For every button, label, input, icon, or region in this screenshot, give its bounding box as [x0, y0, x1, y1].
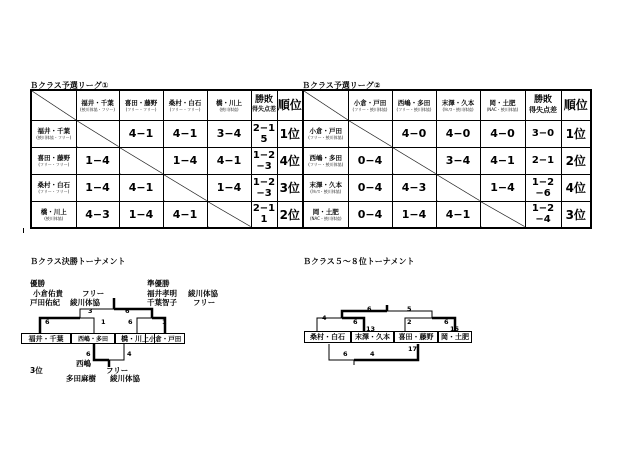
- col-header: 末澤・久本 (ﾀｶﾉｽ・綾川体協): [436, 90, 480, 120]
- winner-player-2: 戸田佑紀: [30, 298, 60, 307]
- placement-score: 6: [343, 350, 348, 358]
- placement-score: 6: [444, 318, 449, 326]
- rank-cell: 1位: [561, 120, 591, 147]
- record-cell: 2−1 5: [251, 120, 277, 147]
- row-header: 末澤・久本 (ﾀｶﾉｽ・綾川体協): [303, 174, 348, 201]
- third-player-1-team: フリー: [106, 366, 129, 375]
- rank-cell: 4位: [561, 174, 591, 201]
- placement-score: 15: [450, 325, 460, 333]
- placement-team-box: 岡・土肥: [438, 331, 472, 343]
- record-cell: 1−2 −6: [525, 174, 561, 201]
- score-cell: 4−1: [163, 120, 207, 147]
- runnerup-player-2: 千葉智子: [147, 298, 177, 307]
- placement-score: 5: [407, 305, 412, 313]
- winner-label: 優勝: [30, 279, 45, 288]
- rank-cell: 2位: [277, 201, 303, 228]
- placement-score: 17: [408, 345, 418, 353]
- rank-cell: 3位: [277, 174, 303, 201]
- score-cell: 4−1: [436, 201, 480, 228]
- score-cell: 4−1: [480, 147, 525, 174]
- finals-score: 1: [162, 318, 167, 326]
- placement-team-box: 末澤・久本: [351, 331, 394, 343]
- winner-player-1-team: フリー: [82, 289, 105, 298]
- score-cell: 0−4: [348, 201, 392, 228]
- row-header: 橋・川上 (綾川体協): [31, 201, 76, 228]
- placement-score: 6: [367, 305, 372, 313]
- finals-team-box: 西嶋・多田: [71, 333, 115, 344]
- record-cell: 1−2 −3: [251, 174, 277, 201]
- score-cell: 4−1: [119, 174, 163, 201]
- rank-cell: 4位: [277, 147, 303, 174]
- winner-player-2-team: 綾川体協: [70, 298, 100, 307]
- placement-score: 4: [322, 314, 327, 322]
- finals-score: 6: [45, 318, 50, 326]
- placement-score: 4: [370, 350, 375, 358]
- rank-cell: 3位: [561, 201, 591, 228]
- third-player-2-team: 綾川体協: [110, 374, 140, 383]
- finals-score: 6: [125, 307, 130, 315]
- rank-cell: 1位: [277, 120, 303, 147]
- runnerup-label: 準優勝: [147, 279, 170, 288]
- league1-title: Ｂクラス予選リーグ①: [30, 81, 109, 90]
- score-cell: 4−1: [163, 201, 207, 228]
- record-cell: 1−2 −4: [525, 201, 561, 228]
- col-header: 小倉・戸田 (フリー・綾川体協): [348, 90, 392, 120]
- runnerup-player-1-team: 綾川体協: [188, 289, 218, 298]
- score-cell: 4−0: [392, 120, 436, 147]
- row-header: 小倉・戸田 (フリー・綾川体協): [303, 120, 348, 147]
- runnerup-player-2-team: フリー: [193, 298, 216, 307]
- score-cell: 1−4: [119, 201, 163, 228]
- placement-team-box: 喜田・藤野: [394, 331, 438, 343]
- col-header: 橋・川上 (綾川体協): [207, 90, 251, 120]
- score-cell: 4−1: [119, 120, 163, 147]
- winner-player-1: 小倉佑貴: [33, 289, 63, 298]
- score-cell: 4−1: [207, 147, 251, 174]
- col-header: 岡・土肥 (NAC・綾川体協): [480, 90, 525, 120]
- placement-title: Ｂクラス５～８位トーナメント: [303, 257, 415, 266]
- score-cell: 1−4: [480, 174, 525, 201]
- third-player-2: 多田麻樹: [66, 374, 96, 383]
- rank-cell: 2位: [561, 147, 591, 174]
- col-header: 喜田・藤野 (フリー・フリー): [119, 90, 163, 120]
- rank-header: 順位: [561, 90, 591, 120]
- rank-header: 順位: [277, 90, 303, 120]
- placement-team-box: 桑村・白石: [304, 331, 351, 343]
- row-header: 福井・千葉 (綾川体協・フリー): [31, 120, 76, 147]
- finals-score: 6: [128, 318, 133, 326]
- finals-team-box: 福井・千葉: [21, 333, 71, 344]
- record-cell: 2−1 1: [251, 201, 277, 228]
- finals-score: 1: [101, 318, 106, 326]
- row-header: 喜田・藤野 (フリー・フリー): [31, 147, 76, 174]
- record-header: 勝敗 得失点差: [251, 90, 277, 120]
- score-cell: 0−4: [348, 174, 392, 201]
- runnerup-player-1: 福井孝明: [147, 289, 177, 298]
- score-cell: 3−4: [436, 147, 480, 174]
- finals-score: 6: [86, 350, 91, 358]
- record-cell: 3−0: [525, 120, 561, 147]
- score-cell: 1−4: [392, 201, 436, 228]
- col-header: 西嶋・多田 (フリー・綾川体協): [392, 90, 436, 120]
- score-cell: 0−4: [348, 147, 392, 174]
- score-cell: 1−4: [76, 147, 119, 174]
- score-cell: 4−3: [76, 201, 119, 228]
- score-cell: 3−4: [207, 120, 251, 147]
- score-cell: 1−4: [76, 174, 119, 201]
- record-cell: 1−2 −3: [251, 147, 277, 174]
- record-header: 勝敗 得失点差: [525, 90, 561, 120]
- third-label: 3位: [30, 366, 43, 375]
- league2-title: Ｂクラス予選リーグ②: [302, 81, 381, 90]
- score-cell: 4−3: [392, 174, 436, 201]
- placement-score: 2: [407, 318, 412, 326]
- third-player-1: 西嶋: [76, 359, 91, 368]
- placement-score: 13: [366, 325, 376, 333]
- finals-score: 4: [127, 350, 132, 358]
- score-cell: 1−4: [207, 174, 251, 201]
- finals-title: Ｂクラス決勝トーナメント: [30, 257, 126, 266]
- row-header: 西嶋・多田 (フリー・綾川体協): [303, 147, 348, 174]
- finals-team-box: 橋・川上: [115, 333, 155, 344]
- record-cell: 2−1: [525, 147, 561, 174]
- score-cell: 4−0: [436, 120, 480, 147]
- finals-team-box: 小倉・戸田: [145, 333, 185, 344]
- row-header: 岡・土肥 (NAC・綾川体協): [303, 201, 348, 228]
- score-cell: 1−4: [163, 147, 207, 174]
- row-header: 桑村・白石 (フリー・フリー): [31, 174, 76, 201]
- col-header: 福井・千葉 (綾川体協・フリー): [76, 90, 119, 120]
- placement-score: 6: [353, 318, 358, 326]
- finals-score: 3: [88, 307, 93, 315]
- score-cell: 4−0: [480, 120, 525, 147]
- col-header: 桑村・白石 (フリー・フリー): [163, 90, 207, 120]
